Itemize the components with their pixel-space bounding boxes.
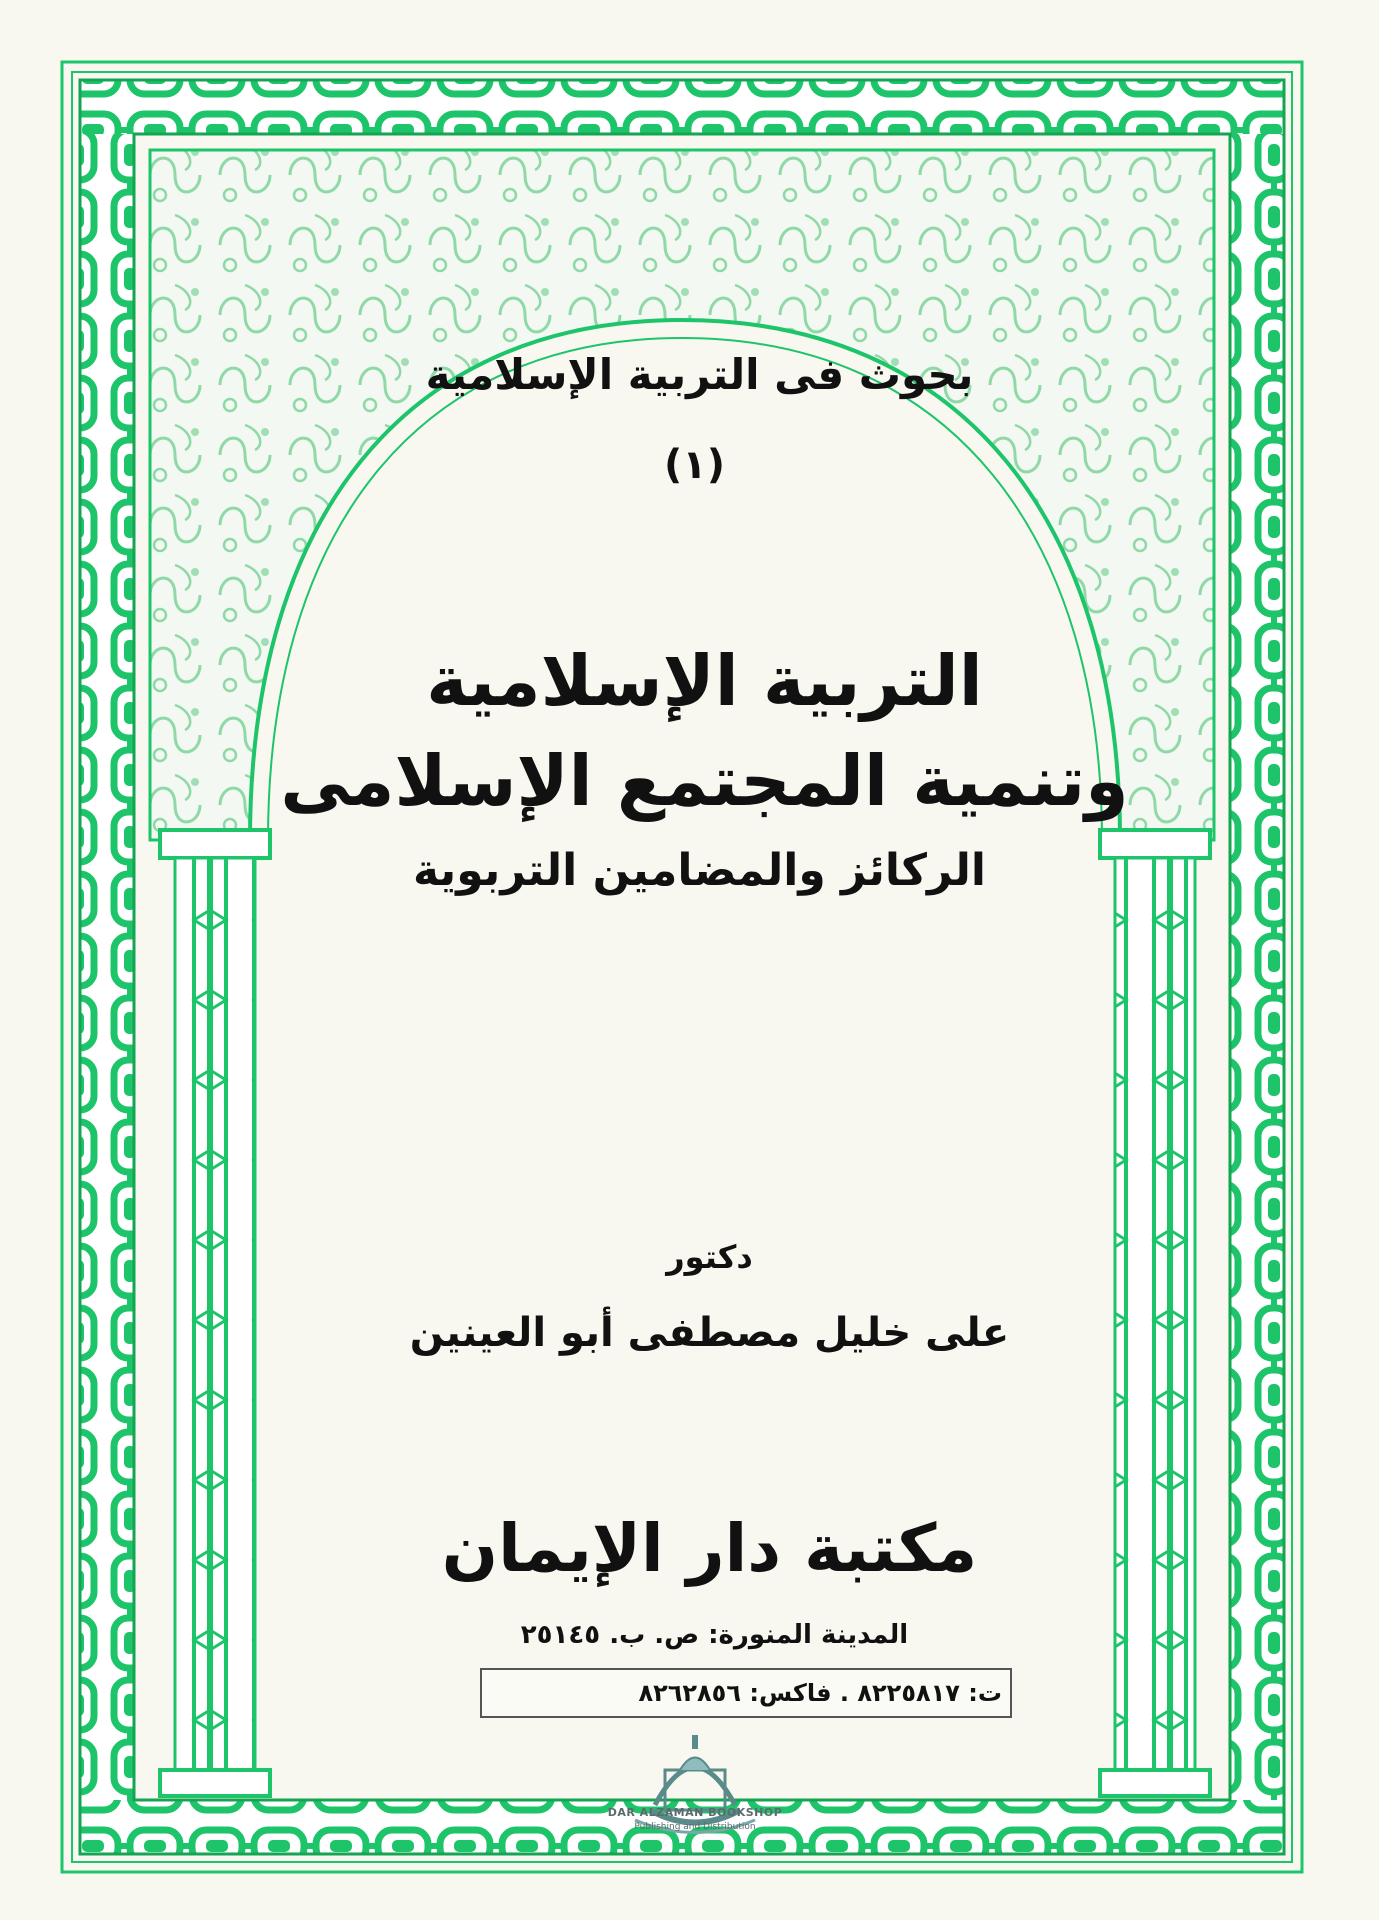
author-name: على خليل مصطفى أبو العينين bbox=[409, 1310, 1010, 1356]
book-title-line-2: وتنمية المجتمع الإسلامى bbox=[280, 740, 1129, 822]
book-title-line-1: التربية الإسلامية bbox=[426, 640, 983, 722]
stamp-bookshop-name: DAR ALZAMAN BOOKSHOP bbox=[607, 1806, 783, 1819]
phone-fax-box: ت: ٨٢٢٥٨١٧ . فاكس: ٨٢٦٢٨٥٦ bbox=[480, 1668, 1012, 1718]
author-label: دكتور bbox=[666, 1238, 753, 1276]
series-number: (١) bbox=[664, 442, 725, 488]
book-subtitle: الركائز والمضامين التربوية bbox=[413, 845, 986, 896]
bookshop-stamp-icon bbox=[595, 1710, 795, 1880]
publisher-name: مكتبة دار الإيمان bbox=[441, 1510, 978, 1587]
publisher-address: المدينة المنورة: ص. ب. ٢٥١٤٥ bbox=[520, 1620, 909, 1650]
stamp-bookshop-sub: Publishing and Distribution bbox=[634, 1822, 756, 1832]
series-title: بحوث فى التربية الإسلامية bbox=[425, 350, 974, 399]
